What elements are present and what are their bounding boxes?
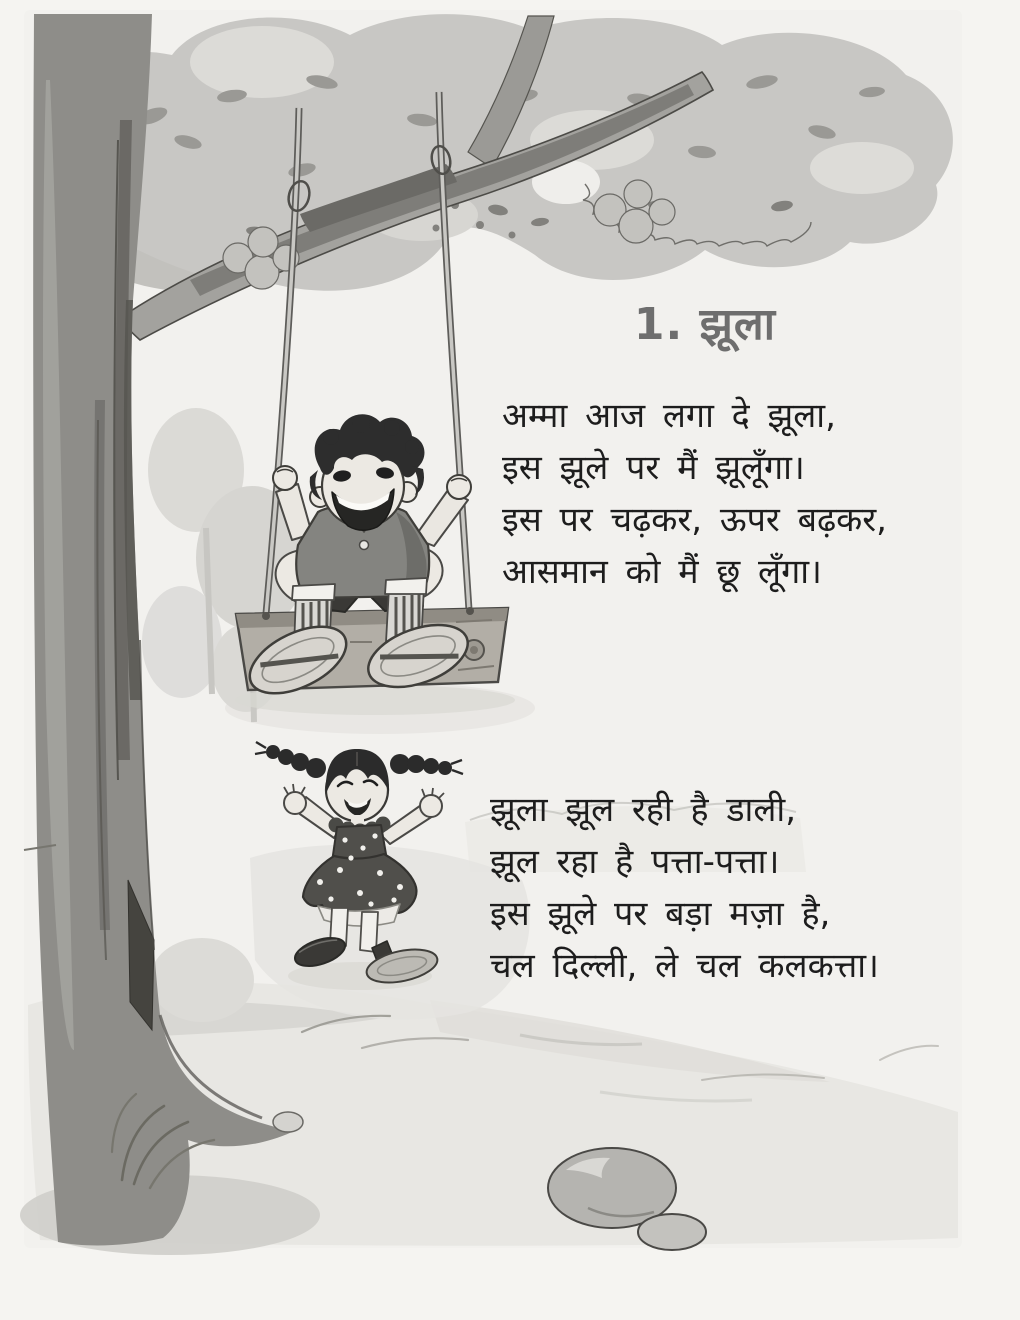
- poem-stanza-1: [502, 390, 887, 598]
- poem-line: आसमान को मैं छू लूँगा।: [502, 552, 822, 592]
- poem-line: अम्मा आज लगा दे झूला,: [502, 396, 836, 436]
- poem-stanza-2: [490, 784, 879, 992]
- poem-line: झूल रहा है पत्ता-पत्ता।: [490, 842, 780, 882]
- poem-line: चल दिल्ली, ले चल कलकत्ता।: [490, 946, 879, 986]
- poem-line: इस झूले पर बड़ा मज़ा है,: [490, 894, 831, 934]
- poem-line: इस झूले पर मैं झूलूँगा।: [502, 448, 805, 488]
- poem-line: इस पर चढ़कर, ऊपर बढ़कर,: [502, 500, 887, 540]
- poem-line: झूला झूल रही है डाली,: [490, 790, 797, 830]
- page-title: 1. झूला: [633, 299, 777, 350]
